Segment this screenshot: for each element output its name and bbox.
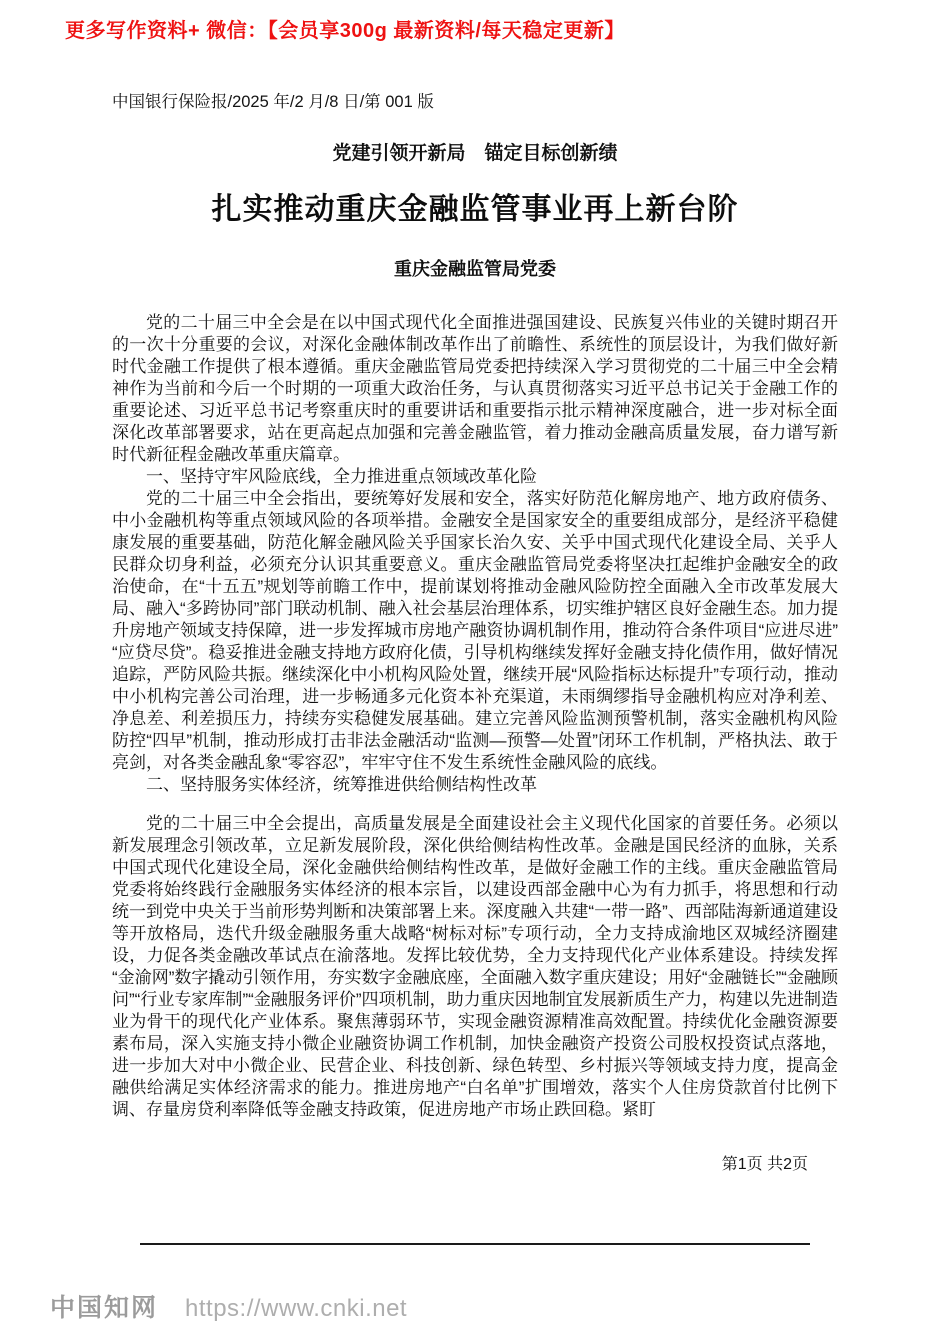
cnki-url-watermark: https://www.cnki.net (185, 1295, 408, 1322)
article-title: 扎实推动重庆金融监管事业再上新台阶 (211, 193, 739, 226)
cnki-brand-watermark: 中国知网 (50, 1294, 159, 1322)
section-heading-1: 一、坚持守牢风险底线，全力推进重点领域改革化险 (146, 467, 537, 486)
publication-source-line: 中国银行保险报/2025 年/2 月/8 日/第 001 版 (112, 93, 434, 111)
promo-banner-text: 更多写作资料+ 微信：【会员享300g 最新资料/每天稳定更新】 (65, 20, 625, 42)
section-heading-2: 二、坚持服务实体经济，统筹推进供给侧结构性改革 (146, 775, 537, 794)
watermark-footer (50, 1288, 407, 1324)
page-number: 第1页 共2页 (721, 1156, 808, 1173)
footer-divider-line (140, 1243, 810, 1245)
paragraph-intro: 党的二十届三中全会是在以中国式现代化全面推进强国建设、民族复兴伟业的关键时期召开的一次十分重要的会议，对深化金融体制改革作出了前瞻性、系统性的顶层设计，为我们做好新时代金融工作提供了根本遵循。重庆金融监管局党委把持续深入学习贯彻党的二十届三中全会精神作为当前和今后一个时期的一项重大政治任务，与认真贯彻落实习近平总书记关于金融工作的重要论述、习近平总书记考察重庆时的重要讲话和重要指示批示精神深度融合，进一步对标全面深化改革部署要求，站在更高起点加强和完善金融监管，着力推动金融高质量发展，奋力谱写新时代新征程金融改革重庆篇章。 (112, 313, 838, 464)
article-body (112, 312, 838, 1121)
paragraph-section-1: 党的二十届三中全会指出，要统筹好发展和安全，落实好防范化解房地产、地方政府债务、中小金融机构等重点领域风险的各项举措。金融安全是国家安全的重要组成部分，是经济平稳健康发展的重要基础，防范化解金融风险关乎国家长治久安、关乎中国式现代化建设全局、关乎人民群众切身利益，必须充分认识其重要意义。重庆金融监管局党委将坚决扛起维护金融安全的政治使命，在“十五五”规划等前瞻工作中，提前谋划将推动金融风险防控全面融入全市改革发展大局、融入“多跨协同”部门联动机制、融入社会基层治理体系，切实维护辖区良好金融生态。加力提升房地产领域支持保障，进一步发挥城市房地产融资协调机制作用，推动符合条件项目“应进尽进”“应贷尽贷”。稳妥推进金融支持地方政府化债，引导机构继续发挥好金融支持化债作用，做好情况追踪，严防风险共振。继续深化中小机构风险处置，继续开展“风险指标达标提升”专项行动，推动中小机构完善公司治理，进一步畅通多元化资本补充渠道，未雨绸缪指导金融机构应对净利差、净息差、利差损压力，持续夯实稳健发展基础。建立完善风险监测预警机制，落实金融机构风险防控“四早”机制，推动形成打击非法金融活动“监测—预警—处置”闭环工作机制，严格执法、敢于亮剑，对各类金融乱象“零容忍”，牢牢守住不发生系统性金融风险的底线。 (112, 489, 838, 772)
article-page (112, 92, 838, 1174)
paragraph-section-2: 党的二十届三中全会提出，高质量发展是全面建设社会主义现代化国家的首要任务。必须以新发展理念引领改革，立足新发展阶段，深化供给侧结构性改革。金融是国民经济的血脉，关系中国式现代化建设全局，深化金融供给侧结构性改革，是做好金融工作的主线。重庆金融监管局党委将始终践行金融服务实体经济的根本宗旨，以建设西部金融中心为有力抓手，将思想和行动统一到党中央关于当前形势判断和决策部署上来。深度融入共建“一带一路”、西部陆海新通道建设等开放格局，迭代升级金融服务重大战略“树标对标”专项行动，全力支持成渝地区双城经济圈建设，力促各类金融改革试点在渝落地。发挥比较优势，全力支持现代化产业体系建设。持续发挥“金渝网”数字撬动引领作用，夯实数字金融底座，全面融入数字重庆建设；用好“金融链长”“金融顾问”“行业专家库制”“金融服务评价”四项机制，助力重庆因地制宜发展新质生产力，构建以先进制造业为骨干的现代化产业体系。聚焦薄弱环节，实现金融资源精准高效配置。持续优化金融资源要素布局，深入实施支持小微企业融资协调工作机制，加快金融资产投资公司股权投资试点落地，进一步加大对中小微企业、民营企业、科技创新、绿色转型、乡村振兴等领域支持力度，提高金融供给满足实体经济需求的能力。推进房地产“白名单”扩围增效，落实个人住房贷款首付比例下调、存量房贷利率降低等金融支持政策，促进房地产市场止跌回稳。紧盯 (112, 814, 838, 1119)
article-kicker: 党建引领开新局 锚定目标创新绩 (332, 143, 618, 164)
article-byline: 重庆金融监管局党委 (394, 259, 556, 279)
